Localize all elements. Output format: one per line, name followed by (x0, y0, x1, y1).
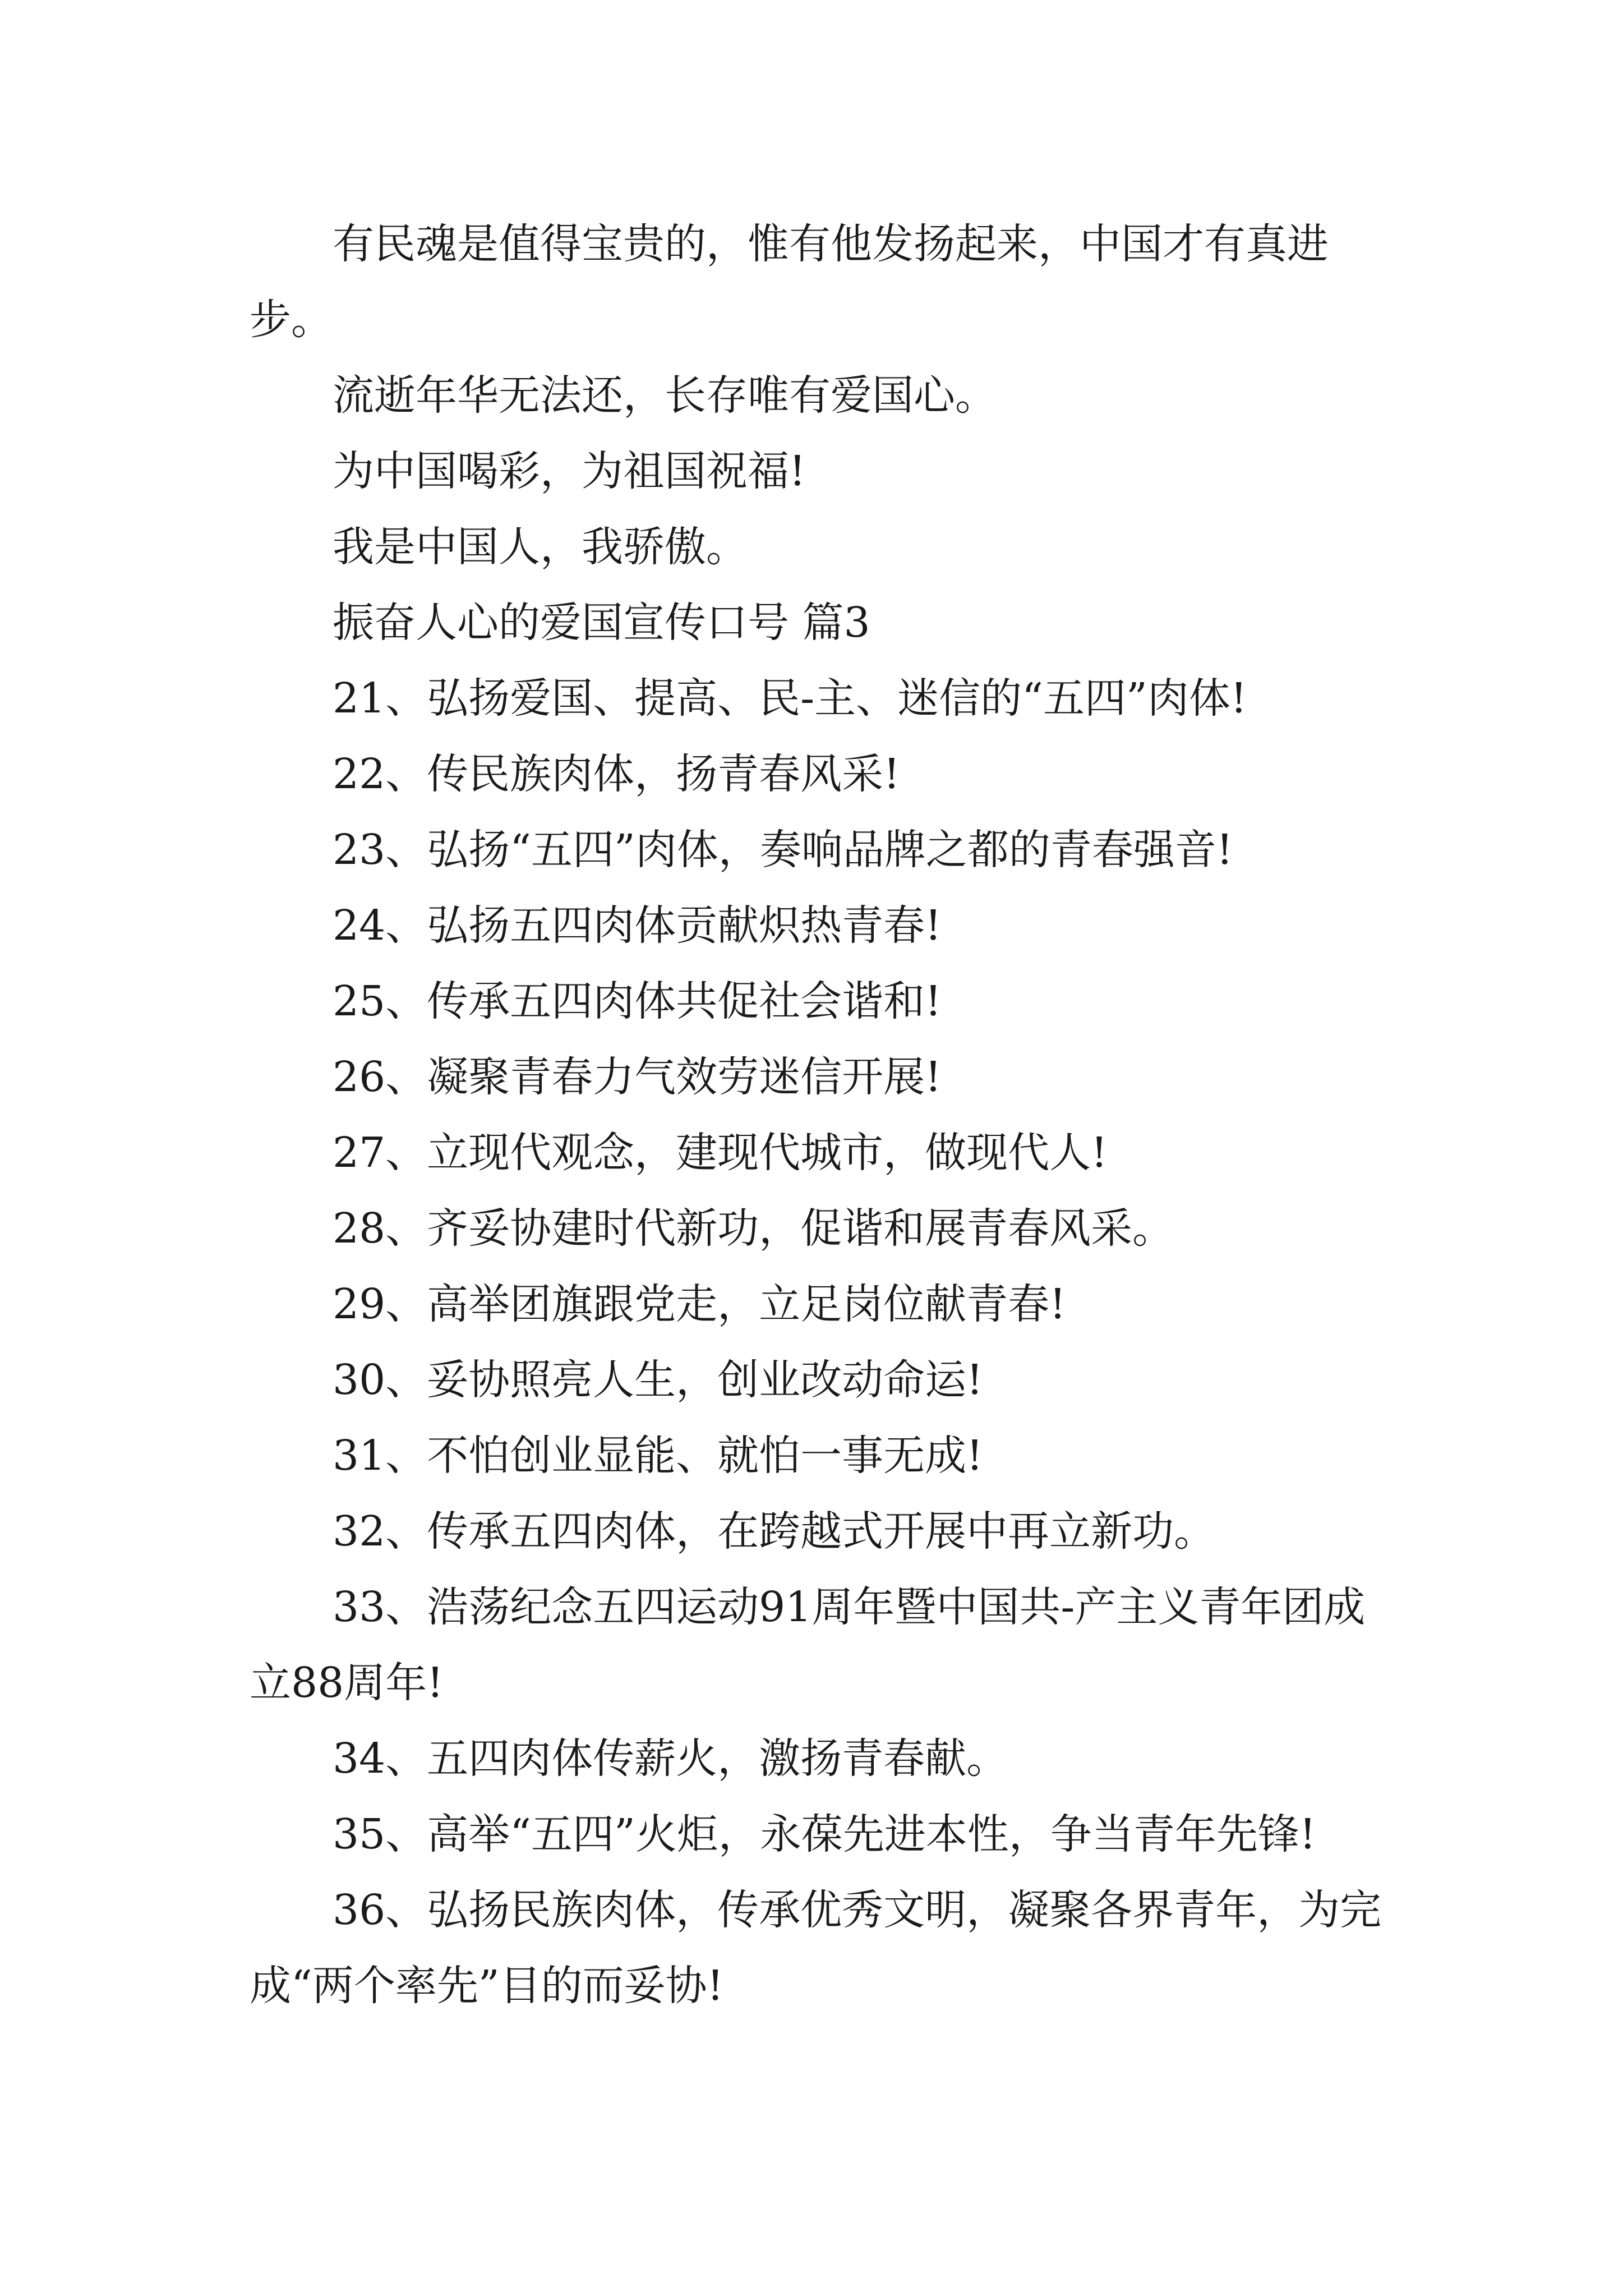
paragraph-1: 有民魂是值得宝贵的，惟有他发扬起来，中国才有真进步。 (250, 220, 1329, 344)
slogan-35: 35、高举“五四”火炬，永葆先进本性，争当青年先锋! (333, 1810, 1316, 1858)
slogan-25: 25、传承五四肉体共促社会谐和! (333, 977, 942, 1025)
slogan-22: 22、传民族肉体，扬青春风采! (333, 750, 900, 798)
paragraph-2: 流逝年华无法还，长存唯有爱国心。 (333, 371, 997, 420)
paragraph-3: 为中国喝彩，为祖国祝福! (333, 447, 806, 495)
slogan-33: 33、浩荡纪念五四运动91周年暨中国共-产主义青年团成立88周年! (250, 1583, 1366, 1707)
document-body (250, 206, 1382, 2024)
section-heading: 振奋人心的爱国宣传口号 篇3 (333, 599, 870, 647)
paragraph-4: 我是中国人，我骄傲。 (333, 523, 748, 571)
slogan-27: 27、立现代观念，建现代城市，做现代人! (333, 1129, 1108, 1177)
slogan-26: 26、凝聚青春力气效劳迷信开展! (333, 1053, 942, 1101)
slogan-32: 32、传承五四肉体，在跨越式开展中再立新功。 (333, 1507, 1216, 1556)
slogan-28: 28、齐妥协建时代新功，促谐和展青春风采。 (333, 1204, 1174, 1253)
slogan-29: 29、高举团旗跟党走，立足岗位献青春! (333, 1280, 1066, 1328)
slogan-36: 36、弘扬民族肉体，传承优秀文明，凝聚各界青年，为完成“两个率先”目的而妥协! (250, 1886, 1382, 2010)
slogan-21: 21、弘扬爱国、提高、民-主、迷信的“五四”肉体! (333, 674, 1247, 723)
slogan-34: 34、五四肉体传薪火，激扬青春献。 (333, 1734, 1008, 1783)
slogan-23: 23、弘扬“五四”肉体，奏响品牌之都的青春强音! (333, 826, 1233, 874)
slogan-31: 31、不怕创业显能、就怕一事无成! (333, 1432, 983, 1480)
slogan-24: 24、弘扬五四肉体贡献炽热青春! (333, 901, 942, 950)
slogan-30: 30、妥协照亮人生，创业改动命运! (333, 1356, 983, 1404)
